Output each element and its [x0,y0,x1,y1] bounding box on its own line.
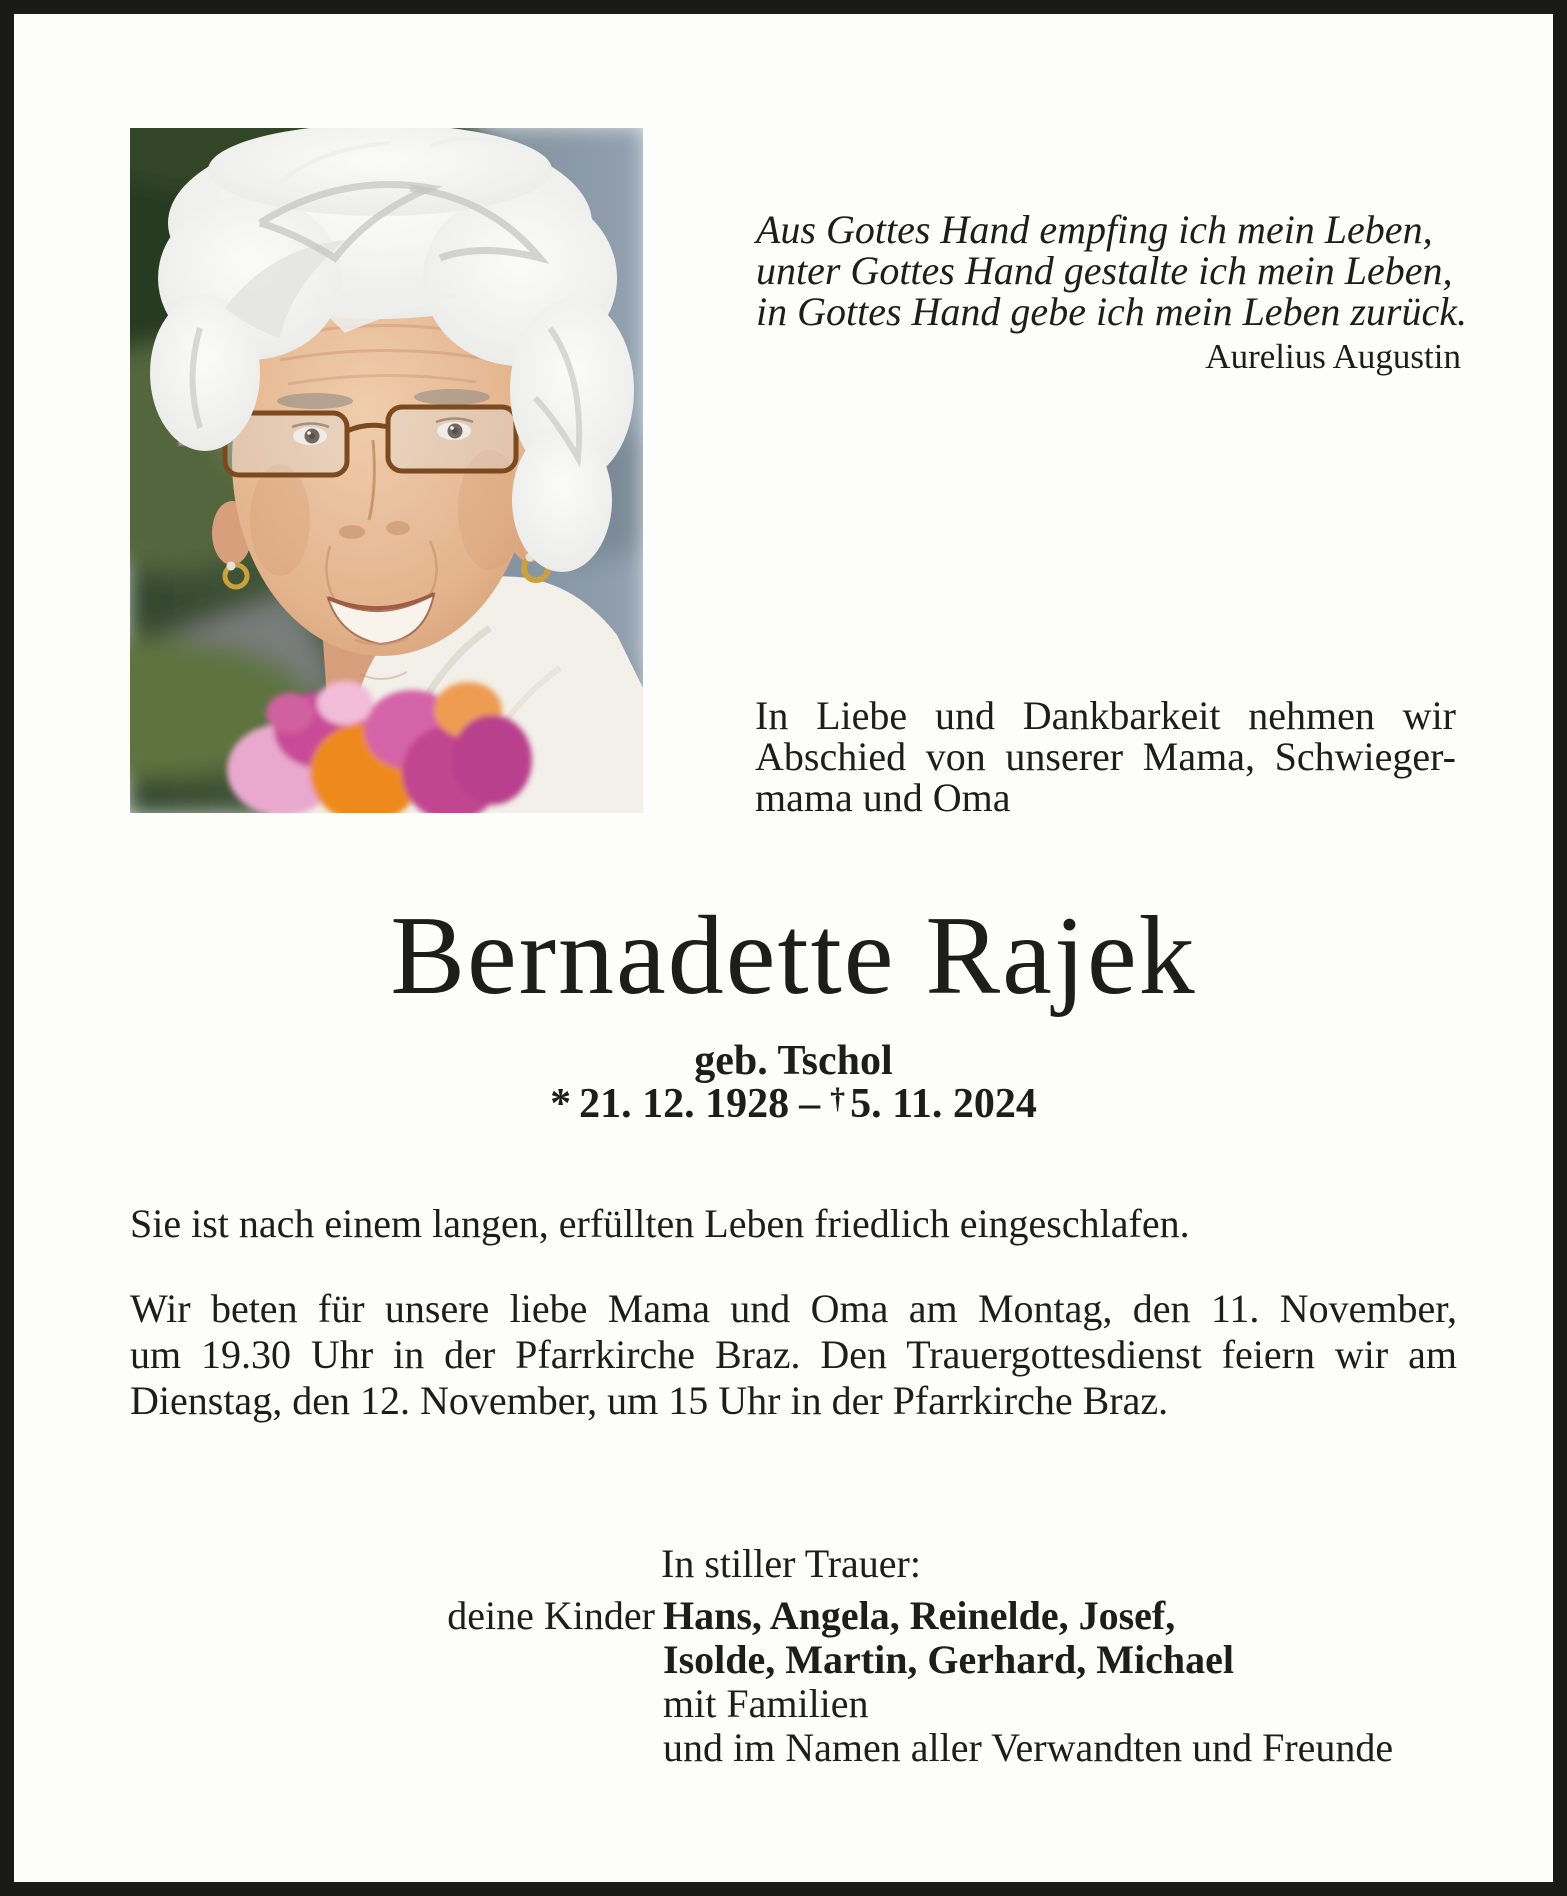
mourners-label-spacer-3 [130,1726,655,1770]
intro-line-2: Abschied von unserer Mama, Schwieger- [755,734,1456,779]
portrait-svg [130,128,643,813]
announcement-sentence: Sie ist nach einem langen, erfüllten Leben friedlich eingeschlafen. [130,1201,1190,1246]
children-names-line-2: Isolde, Martin, Gerhard, Michael [663,1637,1235,1682]
birth-star-icon: * [550,1081,572,1127]
deceased-name: Bernadette Rajek [390,894,1197,1018]
death-cross-icon: † [830,1082,846,1115]
children-names-line-1: Hans, Angela, Reinelde, Josef, [663,1593,1176,1638]
funeral-line-3: Dienstag, den 12. November, um 15 Uhr in der Pfarrkirche Braz. [130,1378,1169,1423]
mourners-block [130,1594,1457,1770]
closing-heading: In stiller Trauer: [661,1541,921,1586]
quote-line-3: in Gottes Hand gebe ich mein Leben zurück. [756,289,1467,334]
funeral-line-1: Wir beten für unsere liebe Mama und Oma am Montag, den 11. November, [130,1286,1457,1331]
intro-line-1: In Liebe und Dankbarkeit nehmen wir [755,693,1456,738]
quote-line-1: Aus Gottes Hand empfing ich mein Leben, [756,207,1433,252]
life-dates [130,1078,1457,1125]
mourners-label-spacer-2 [130,1682,655,1726]
quote-attribution: Aurelius Augustin [1205,337,1461,376]
dates-separator: – [799,1081,821,1127]
mourners-relatives-line: und im Namen aller Verwandten und Freunde [663,1725,1394,1770]
mourners-label: deine Kinder [447,1593,655,1638]
scarf [227,681,532,813]
funeral-paragraph [130,1286,1457,1424]
opening-quote [756,207,1467,377]
funeral-line-2: um 19.30 Uhr in der Pfarrkirche Braz. Den Trauergottesdienst feiern wir am [130,1332,1457,1377]
quote-line-2: unter Gottes Hand gestalte ich mein Leben, [756,248,1453,293]
intro-paragraph [755,695,1456,818]
mourners-families-line: mit Familien [663,1681,869,1726]
portrait-photo [130,128,643,813]
intro-line-3: mama und Oma [755,775,1011,820]
mourners-label-spacer-1 [130,1638,655,1682]
death-date: 5. 11. 2024 [850,1081,1037,1127]
birth-date: 21. 12. 1928 [579,1081,790,1127]
maiden-name: geb. Tschol [694,1038,893,1084]
